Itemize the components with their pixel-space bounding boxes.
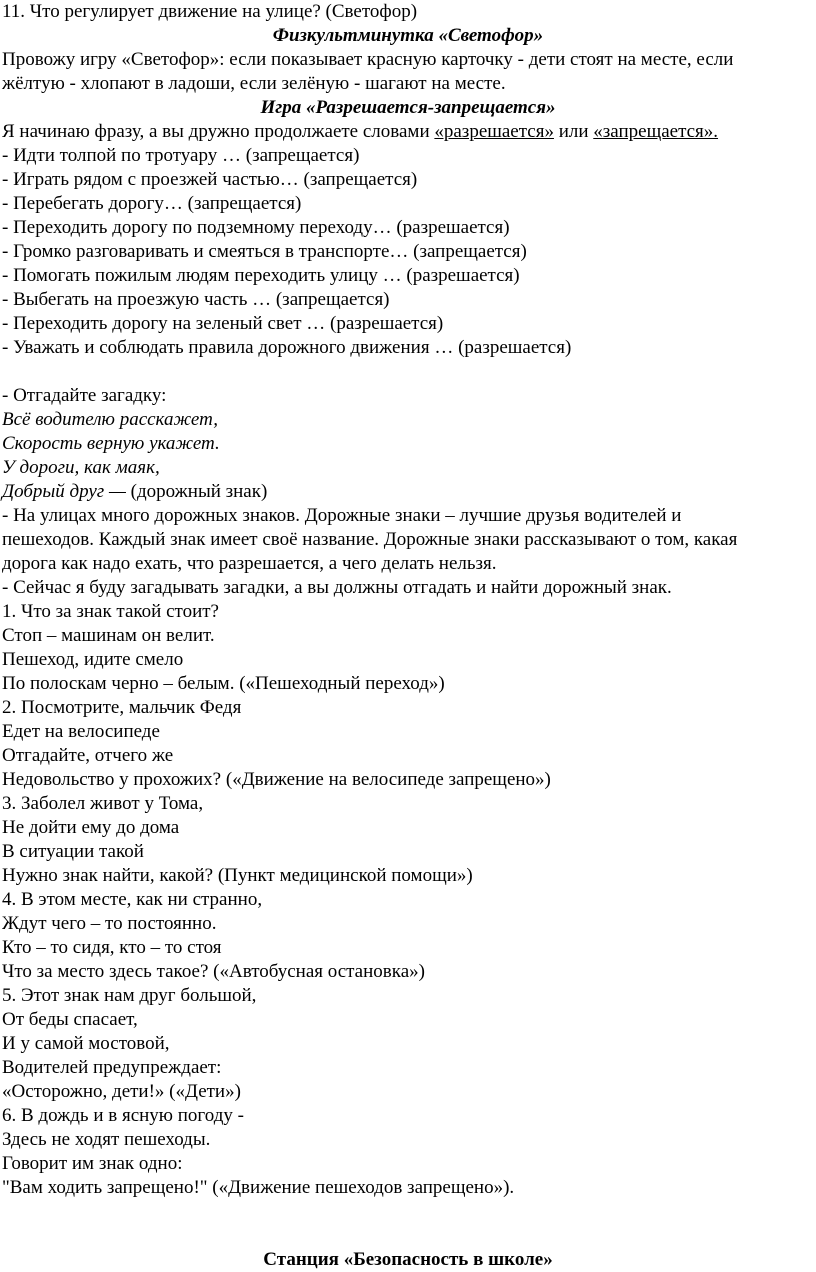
game-intro-or: или xyxy=(553,121,594,142)
sign-riddle-line: Недовольство у прохожих? («Движение на велосипеде запрещено») xyxy=(2,769,551,790)
game-item: - Идти толпой по тротуару … (запрещается) xyxy=(2,145,360,166)
sign-riddle-line: Кто – то сидя, кто – то стоя xyxy=(2,937,222,958)
game-heading: Игра «Разрешается-запрещается» xyxy=(260,97,556,118)
game-item: - Громко разговаривать и смеяться в транспорте… (запрещается) xyxy=(2,241,527,262)
sign-riddle-line: Отгадайте, отчего же xyxy=(2,745,174,766)
question-11: 11. Что регулирует движение на улице? (Светофор) xyxy=(2,1,418,22)
physical-minute-text-line-2: жёлтую - хлопают в ладоши, если зелёную - шагают на месте. xyxy=(2,73,506,94)
game-item: - Переходить дорогу по подземному переходу… (разрешается) xyxy=(2,217,510,238)
sign-riddle-line: 6. В дождь и в ясную погоду - xyxy=(2,1105,244,1126)
game-item: - Помогать пожилым людям переходить улицу … (разрешается) xyxy=(2,265,520,286)
signs-paragraph-line: дорога как надо ехать, что разрешается, а чего делать нельзя. xyxy=(2,553,497,574)
physical-minute-heading: Физкультминутка «Светофор» xyxy=(272,25,544,46)
sign-riddle-line: 1. Что за знак такой стоит? xyxy=(2,601,219,622)
sign-riddle-line: 5. Этот знак нам друг большой, xyxy=(2,985,257,1006)
riddle-line: У дороги, как маяк, xyxy=(2,457,160,478)
game-item: - Выбегать на проезжую часть … (запрещается) xyxy=(2,289,390,310)
blank-line xyxy=(2,360,814,384)
sign-riddle-line: Пешеход, идите смело xyxy=(2,649,184,670)
sign-riddle-line: И у самой мостовой, xyxy=(2,1033,170,1054)
physical-minute-text-line-1: Провожу игру «Светофор»: если показывает красную карточку - дети стоят на месте, если xyxy=(2,49,734,70)
game-items-list xyxy=(2,144,814,360)
game-item: - Переходить дорогу на зеленый свет … (разрешается) xyxy=(2,313,444,334)
sign-riddle-line: Стоп – машинам он велит. xyxy=(2,625,215,646)
sign-riddle-line: Нужно знак найти, какой? (Пункт медицинской помощи») xyxy=(2,865,473,886)
sign-riddle-line: 3. Заболел живот у Тома, xyxy=(2,793,204,814)
sign-riddle-line: От беды спасает, xyxy=(2,1009,138,1030)
station-heading: Станция «Безопасность в школе» xyxy=(263,1249,553,1270)
sign-riddle-line: Едет на велосипеде xyxy=(2,721,160,742)
riddle-answer: (дорожный знак) xyxy=(125,481,268,502)
riddle-line: Скорость верную укажет. xyxy=(2,433,220,454)
forbidden-word: «запрещается». xyxy=(593,121,719,142)
signs-paragraph-line: пешеходов. Каждый знак имеет своё название. Дорожные знаки рассказывают о том, какая xyxy=(2,529,738,550)
sign-riddle-line: Говорит им знак одно: xyxy=(2,1153,183,1174)
allowed-word: «разрешается» xyxy=(434,121,554,142)
game-item: - Уважать и соблюдать правила дорожного движения … (разрешается) xyxy=(2,337,572,358)
blank-line xyxy=(2,1200,814,1248)
sign-riddle-line: По полоскам черно – белым. («Пешеходный переход») xyxy=(2,673,445,694)
sign-riddle-line: 2. Посмотрите, мальчик Федя xyxy=(2,697,242,718)
sign-riddle-line: Что за место здесь такое? («Автобусная остановка») xyxy=(2,961,425,982)
game-item: - Играть рядом с проезжей частью… (запрещается) xyxy=(2,169,418,190)
signs-paragraph-line: - На улицах много дорожных знаков. Дорожные знаки – лучшие друзья водителей и xyxy=(2,505,682,526)
sign-riddle-line: 4. В этом месте, как ни странно, xyxy=(2,889,263,910)
sign-riddles-list xyxy=(2,600,814,1200)
game-item: - Перебегать дорогу… (запрещается) xyxy=(2,193,302,214)
riddle-last-line xyxy=(2,480,814,504)
document-page xyxy=(2,0,814,1272)
signs-instruction: - Сейчас я буду загадывать загадки, а вы должны отгадать и найти дорожный знак. xyxy=(2,577,672,598)
riddle-line: Всё водителю расскажет, xyxy=(2,409,219,430)
sign-riddle-line: Ждут чего – то постоянно. xyxy=(2,913,217,934)
sign-riddle-line: В ситуации такой xyxy=(2,841,144,862)
game-intro-text: Я начинаю фразу, а вы дружно продолжаете словами xyxy=(2,121,435,142)
riddle-last-italic: Добрый друг — xyxy=(2,481,126,502)
sign-riddle-line: Здесь не ходят пешеходы. xyxy=(2,1129,211,1150)
riddle-prompt: - Отгадайте загадку: xyxy=(2,385,167,406)
sign-riddle-line: «Осторожно, дети!» («Дети») xyxy=(2,1081,241,1102)
game-intro xyxy=(2,120,814,144)
sign-riddle-line: Водителей предупреждает: xyxy=(2,1057,222,1078)
sign-riddle-line: Не дойти ему до дома xyxy=(2,817,180,838)
sign-riddle-line: "Вам ходить запрещено!" («Движение пешеходов запрещено»). xyxy=(2,1177,515,1198)
